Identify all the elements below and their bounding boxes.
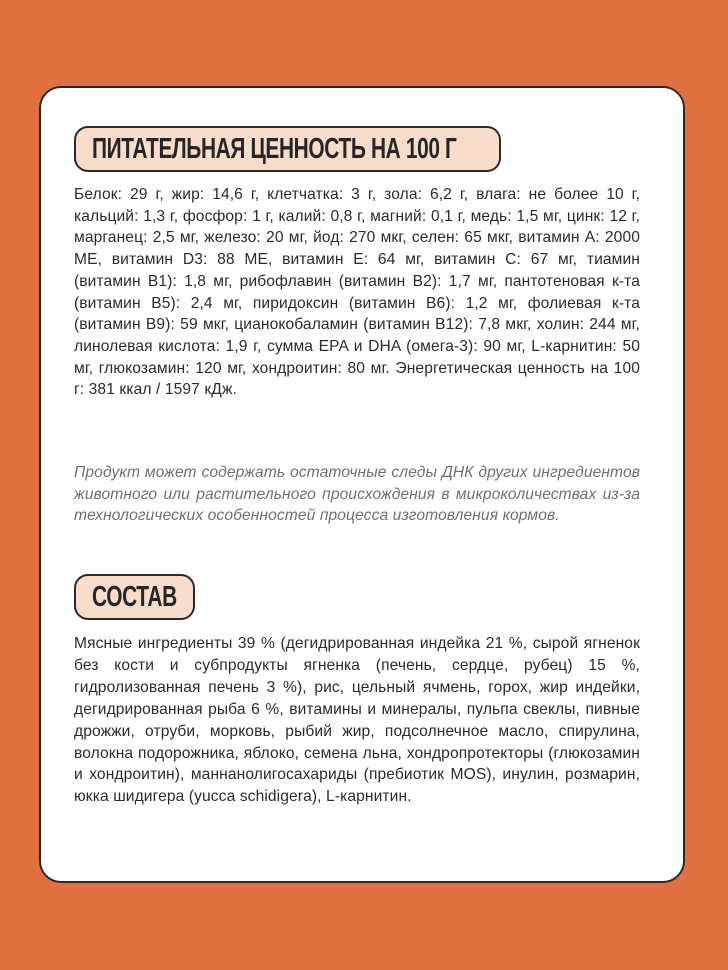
composition-text: Мясные ингредиенты 39 % (дегидрированная индейка 21 %, сырой ягненок без кости и субпродукты ягненка (печень, сердце, рубец) 15 %, гидролизованная печень 3 %), рис, цельный ячмень, горох, жир индейки, дегидрированная рыба 6 %, витамины и минералы, пульпа свеклы, пивные дрожжи, отруби, морковь, рыбий жир, подсолнечное масло, спирулина, волокна подорожника, яблоко, семена льна, хондропротекторы (глюкозамин и хондроитин), маннанолигосахариды (пребиотик MOS), инулин, розмарин, юкка шидигера (yucca schidigera), L-карнитин. [74, 635, 640, 806]
composition-heading-text: СОСТАВ [92, 580, 177, 613]
nutrition-heading [74, 126, 501, 172]
info-card [39, 86, 685, 883]
composition-heading [74, 574, 195, 620]
nutrition-text: Белок: 29 г, жир: 14,6 г, клетчатка: 3 г, зола: 6,2 г, влага: не более 10 г, кальций: 1,3 г, фосфор: 1 г, калий: 0,8 г, магний: 0,1 г, медь: 1,5 мг, цинк: 12 г, марганец: 2,5 мг, железо: 20 мг, йод: 270 мкг, селен: 65 мкг, витамин A: 2000 МЕ, витамин D3: 88 МЕ, витамин E: 64 мг, витамин C: 67 мг, тиамин (витамин B1): 1,8 мг, рибофлавин (витамин B2): 1,7 мг, пантотеновая к-та (витамин B5): 2,4 мг, пиридоксин (витамин B6): 1,2 мг, фолиевая к-та (витамин B9): 59 мкг, цианокобаламин (витамин B12): 7,8 мкг, холин: 244 мг, линолевая кислота: 1,9 г, сумма EPA и DHA (омега-3): 90 мг, L-карнитин: 50 мг, глюкозамин: 120 мг, хондроитин: 80 мг. Энергетическая ценность на 100 г: 381 ккал / 1597 кДж. [74, 186, 640, 399]
dna-disclaimer-note: Продукт может содержать остаточные следы ДНК других ингредиентов животного или растительного происхождения в микроколичествах из-за технологических особенностей процесса изготовления кормов. [74, 464, 640, 524]
nutrition-heading-text: ПИТАТЕЛЬНАЯ ЦЕННОСТЬ НА 100 Г [92, 132, 457, 165]
